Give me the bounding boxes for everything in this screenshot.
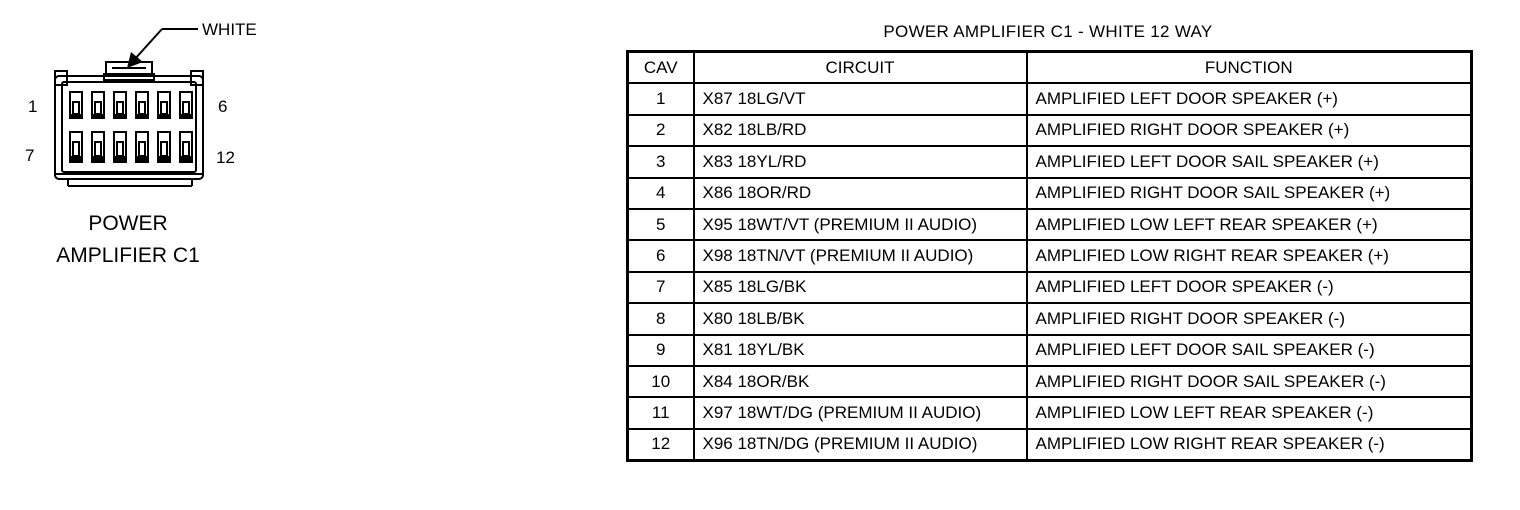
connector-color-label: WHITE [202,20,257,39]
connector-name-line1: POWER [88,212,168,235]
cavity-row-top [70,92,192,118]
pin-label-1: 1 [28,97,38,116]
circuit-cell: X84 18OR/BK [694,366,1027,397]
circuit-cell: X98 18TN/VT (PREMIUM II AUDIO) [694,240,1027,271]
table-row [628,303,1472,334]
function-cell: AMPLIFIED LOW RIGHT REAR SPEAKER (-) [1027,429,1472,461]
circuit-cell: X80 18LB/BK [694,303,1027,334]
connector-body [55,71,203,186]
callout-arrowhead [127,52,143,68]
function-cell: AMPLIFIED RIGHT DOOR SAIL SPEAKER (-) [1027,366,1472,397]
header-circuit: CIRCUIT [694,52,1027,84]
function-cell: AMPLIFIED LEFT DOOR SPEAKER (-) [1027,272,1472,303]
table-header-row [628,52,1472,84]
cav-cell: 12 [628,429,694,461]
function-cell: AMPLIFIED LOW LEFT REAR SPEAKER (+) [1027,209,1472,240]
table-row [628,178,1472,209]
header-function: FUNCTION [1027,52,1472,84]
table-row [628,272,1472,303]
table-row [628,429,1472,461]
table-row [628,146,1472,177]
cav-cell: 2 [628,115,694,146]
table-row [628,335,1472,366]
circuit-cell: X97 18WT/DG (PREMIUM II AUDIO) [694,397,1027,428]
cav-cell: 9 [628,335,694,366]
cav-cell: 4 [628,178,694,209]
cav-cell: 3 [628,146,694,177]
circuit-cell: X81 18YL/BK [694,335,1027,366]
circuit-cell: X86 18OR/RD [694,178,1027,209]
table-title: POWER AMPLIFIER C1 - WHITE 12 WAY [883,22,1213,41]
cavity-row-bottom-pins [70,156,192,162]
circuit-cell: X87 18LG/VT [694,83,1027,114]
cavity-row-bottom [70,132,192,162]
cav-cell: 1 [628,83,694,114]
table-row [628,366,1472,397]
table-row [628,209,1472,240]
pin-label-12: 12 [216,148,235,167]
function-cell: AMPLIFIED LEFT DOOR SAIL SPEAKER (-) [1027,335,1472,366]
cav-cell: 5 [628,209,694,240]
callout-arrow [134,29,198,60]
function-cell: AMPLIFIED RIGHT DOOR SAIL SPEAKER (+) [1027,178,1472,209]
table-row [628,240,1472,271]
function-cell: AMPLIFIED LOW LEFT REAR SPEAKER (-) [1027,397,1472,428]
function-cell: AMPLIFIED RIGHT DOOR SPEAKER (+) [1027,115,1472,146]
pin-label-7: 7 [25,146,35,165]
circuit-cell: X96 18TN/DG (PREMIUM II AUDIO) [694,429,1027,461]
connector-diagram [0,0,300,300]
cav-cell: 6 [628,240,694,271]
table-row [628,83,1472,114]
function-cell: AMPLIFIED LEFT DOOR SAIL SPEAKER (+) [1027,146,1472,177]
function-cell: AMPLIFIED RIGHT DOOR SPEAKER (-) [1027,303,1472,334]
header-cav: CAV [628,52,694,84]
cav-cell: 7 [628,272,694,303]
cav-cell: 10 [628,366,694,397]
function-cell: AMPLIFIED LOW RIGHT REAR SPEAKER (+) [1027,240,1472,271]
table-row [628,397,1472,428]
cav-cell: 8 [628,303,694,334]
circuit-cell: X95 18WT/VT (PREMIUM II AUDIO) [694,209,1027,240]
cavity-row-top-pins [70,114,192,119]
circuit-cell: X85 18LG/BK [694,272,1027,303]
circuit-cell: X83 18YL/RD [694,146,1027,177]
cav-cell: 11 [628,397,694,428]
pin-label-6: 6 [218,97,228,116]
connector-name-line2: AMPLIFIER C1 [56,244,200,267]
pinout-table [626,50,1473,462]
table-row [628,115,1472,146]
function-cell: AMPLIFIED LEFT DOOR SPEAKER (+) [1027,83,1472,114]
circuit-cell: X82 18LB/RD [694,115,1027,146]
